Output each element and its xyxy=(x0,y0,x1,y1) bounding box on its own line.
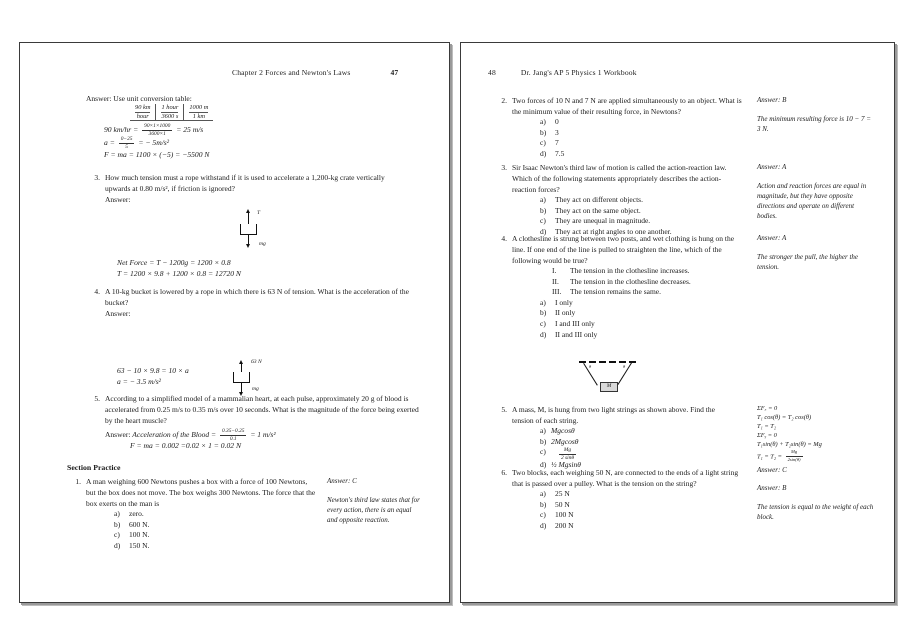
option-a[interactable]: a) zero. xyxy=(114,509,144,518)
fraction-blood-acceleration: $\frac{0.35-0.25}{0.1}$ xyxy=(221,428,245,442)
figure-label-tension: 63 N xyxy=(251,359,262,365)
problem-4-solution-1: 63 − 10 × 9.8 = 10 × a xyxy=(117,366,189,375)
problem-4-answer-box xyxy=(757,233,867,272)
answer-key: Answer: A xyxy=(757,234,787,242)
answer-explanation: Action and reaction forces are equal in magnitude, but they have opposite directions and operate on different bodies. xyxy=(757,182,867,220)
conv-cell-0: 90 km hour xyxy=(130,104,156,121)
practice-item-1-number: 1. xyxy=(75,477,81,486)
ceiling-dash xyxy=(589,361,596,363)
problem-3-number: 3. xyxy=(501,163,507,172)
option-a[interactable]: a) They act on different objects. xyxy=(540,195,643,204)
fraction-acceleration: $\frac{0-25}{5}$ xyxy=(120,136,133,150)
problem-4-number: 4. xyxy=(94,287,100,296)
problem-6 xyxy=(493,467,743,531)
ceiling-dash xyxy=(599,361,606,363)
problem-5-answer-tail: = 1 m/s² xyxy=(250,430,276,440)
option-d[interactable]: d) 150 N. xyxy=(114,540,150,550)
problem-4-options xyxy=(512,298,741,340)
book-title: Dr. Jang's AP 5 Physics 1 Workbook xyxy=(520,68,637,77)
answer-intro: Answer: Use unit conversion table: xyxy=(86,94,192,103)
conv-cell-1: 1 hour 3600 s xyxy=(156,104,184,121)
fraction-final-tension: $\frac{Mg}{2\sin(\theta)}$ xyxy=(787,449,801,462)
figure-label-weight: mg xyxy=(252,386,259,392)
work-line-4: ΣFᵧ = 0 xyxy=(757,432,777,439)
answer-explanation: The tension is equal to the weight of each block. xyxy=(757,503,874,521)
option-c[interactable]: c) $\frac{Mg}{2 \sin\theta}$ xyxy=(540,447,574,461)
chapter-title: Chapter 2 Forces and Newton's Laws xyxy=(232,68,351,77)
answer-key: Answer: C xyxy=(757,466,787,474)
answer-explanation: The minimum resulting force is 10 − 7 = 3 N. xyxy=(757,115,871,133)
option-c[interactable]: c) 100 N xyxy=(540,510,574,520)
option-a[interactable]: a) 0 xyxy=(540,117,559,126)
running-head-left xyxy=(232,68,398,77)
ceiling-dash xyxy=(619,361,626,363)
option-b[interactable]: b) They act on the same object. xyxy=(540,205,641,215)
problem-3 xyxy=(86,172,406,205)
page-number-right: 48 xyxy=(488,68,496,77)
answer-key: Answer: C xyxy=(327,477,357,485)
option-b[interactable]: b) 3 xyxy=(540,127,559,137)
problem-3-text: How much tension must a rope withstand if it is used to accelerate a 1,200-kg crate vertically upwards at 0.80 m/s², if friction is ignored? xyxy=(105,173,385,193)
problem-6-answer-box xyxy=(757,483,875,522)
arrow-shaft-up xyxy=(241,363,242,372)
problem-4 xyxy=(86,286,416,319)
option-c[interactable]: c) 7 xyxy=(540,138,559,148)
problem-5 xyxy=(86,393,426,426)
problem-2-options xyxy=(512,117,748,159)
problem-6-options xyxy=(512,489,743,531)
problem-5-right xyxy=(493,404,738,471)
problem-5-number: 5. xyxy=(94,394,100,403)
problem-4-roman-options xyxy=(512,266,741,298)
problem-5-number: 5. xyxy=(501,405,507,414)
option-c[interactable]: c) They are unequal in magnitude. xyxy=(540,216,651,226)
option-b[interactable]: b) 2Mgcosθ xyxy=(540,436,579,446)
work-line-6: T₁ = T₂ = $\frac{Mg}{2\sin(\theta)}$ xyxy=(757,449,801,462)
answer-explanation: Newton's third law states that for every action, there is an equal and opposite reaction. xyxy=(327,496,420,524)
option-a[interactable]: a) Mgcosθ xyxy=(540,426,575,435)
practice-item-1-options xyxy=(86,509,317,551)
problem-6-text: Two blocks, each weighing 50 N, are connected to the ends of a light string that is passed over a pulley. What is the tension on the string? xyxy=(512,468,739,488)
problem-3-text: Sir Isaac Newton's third law of motion is called the action-reaction law. Which of the following statements appropriately describes the action-reaction forces? xyxy=(512,163,727,194)
answer-explanation: The stronger the pull, the higher the tension. xyxy=(757,253,859,271)
running-head-right xyxy=(488,68,637,77)
problem-4-number: 4. xyxy=(501,234,507,243)
problem-2 xyxy=(493,95,748,159)
problem-5-answer-lead: Acceleration of the Blood = xyxy=(132,430,217,440)
option-c[interactable]: c) I and III only xyxy=(540,318,595,328)
option-a[interactable]: a) I only xyxy=(540,297,573,307)
option-b[interactable]: b) 600 N. xyxy=(114,519,150,529)
work-line-1: ΣFₓ = 0 xyxy=(757,405,778,412)
problem-5-answer-label: Answer: xyxy=(105,430,131,440)
option-a[interactable]: a) 25 N xyxy=(540,489,570,498)
work-line-2: T₁ cos(θ) = T₂ cos(θ) xyxy=(757,414,812,421)
problem-5-solution-1: F = ma = 0.002 =0.02 × 1 = 0.02 N xyxy=(130,441,242,450)
figure-crate-tension xyxy=(235,209,305,253)
page-number-left: 47 xyxy=(390,68,399,77)
problem-3-answer-box xyxy=(757,162,869,221)
work-line-5: T₁sin(θ) + T₂sin(θ) = Mg xyxy=(757,441,822,448)
problem-4-right xyxy=(493,233,741,340)
problem-4-solution-2: a = − 3.5 m/s² xyxy=(117,377,161,386)
worked-line-3: F = ma = 1100 × (−5) = −5500 N xyxy=(104,150,210,159)
problem-5-text: According to a simplified model of a mammalian heart, at each pulse, approximately 20 g of blood is accelerated from 0.25 m/s to 0.35 m/s over 10 seconds. What is the magnitude of the force being exerted by the heart muscle? xyxy=(105,394,419,425)
option-d[interactable]: d) II and III only xyxy=(540,329,598,339)
worked-line-2: a = $\frac{0-25}{5}$ = − 5m/s² xyxy=(104,136,170,150)
arrow-head-down-icon xyxy=(246,244,250,248)
problem-3-solution-2: T = 1200 × 9.8 + 1200 × 0.8 = 12720 N xyxy=(117,269,241,278)
practice-item-1-text: A man weighing 600 Newtons pushes a box with a force of 100 Newtons, but the box does not move. The box weighs 300 Newtons. The force that the box exerts on the man is xyxy=(86,477,316,508)
ceiling-dash xyxy=(609,361,616,363)
problem-4-text: A 10-kg bucket is lowered by a rope in which there is 63 N of tension. What is the acceleration of the bucket? xyxy=(105,287,409,307)
problem-6-number: 6. xyxy=(501,468,507,477)
problem-4-text: A clothesline is strung between two posts, and wet clothing is hung on the line. If one end of the line is pulled to straighten the line, which of the following would be true? xyxy=(512,234,735,265)
worked-line-1: 90 km/hr = $\frac{90\times 1\times 1000}{3600\times 1}$ = 25 m/s xyxy=(104,123,204,137)
answer-key: Answer: B xyxy=(757,484,787,492)
problem-2-answer-box xyxy=(757,95,875,134)
mass-block: M xyxy=(600,382,618,392)
practice-item-1 xyxy=(67,476,317,551)
figure-two-strings xyxy=(579,361,669,403)
problem-2-text: Two forces of 10 N and 7 N are applied simultaneously to an object. What is the minimum value of their resulting force, in Newtons? xyxy=(512,96,742,116)
page-left xyxy=(19,42,450,603)
problem-5-options xyxy=(512,426,738,471)
conv-cell-2: $\frac{1000 m}{1 km}$ xyxy=(184,104,214,121)
section-practice-heading: Section Practice xyxy=(67,463,121,472)
option-d[interactable]: d) 200 N xyxy=(540,520,574,530)
figure-label-tension: T xyxy=(257,210,261,216)
option-b[interactable]: b) II only xyxy=(540,308,576,318)
answer-key: Answer: B xyxy=(757,96,787,104)
page-right xyxy=(460,42,895,603)
figure-label-weight: mg xyxy=(259,241,266,247)
option-c[interactable]: c) 100 N. xyxy=(114,530,150,540)
problem-3-number: 3. xyxy=(94,173,100,182)
problem-5-text: A mass, M, is hung from two light strings as shown above. Find the tension of each string. xyxy=(512,405,715,425)
unit-conversion-table xyxy=(130,104,213,121)
problem-3-solution-1: Net Force = T − 1200g = 1200 × 0.8 xyxy=(117,258,231,267)
problem-2-number: 2. xyxy=(501,96,507,105)
fraction-conversion: $\frac{90\times 1\times 1000}{3600\times 1}$ xyxy=(144,123,171,137)
bucket-shape xyxy=(233,372,250,383)
work-line-3: T₁ = T₂ xyxy=(757,423,777,430)
problem-5-work-box xyxy=(757,404,887,475)
problem-4-answer-label: Answer: xyxy=(105,309,131,318)
option-b[interactable]: b) 50 N xyxy=(540,499,570,509)
option-d[interactable]: d) They act at right angles to one another. xyxy=(540,226,672,236)
roman-option-i: I. The tension in the clothesline increases. xyxy=(552,266,690,275)
roman-option-ii: II. The tension in the clothesline decreases. xyxy=(552,276,691,286)
arrow-shaft-up xyxy=(248,212,249,224)
fraction-option-c: $\frac{Mg}{2 \sin\theta}$ xyxy=(561,447,574,461)
problem-3-answer-label: Answer: xyxy=(105,195,131,204)
answer-key: Answer: A xyxy=(757,163,787,171)
angle-label-left: θ xyxy=(589,364,592,369)
problem-3-options xyxy=(512,195,743,237)
roman-option-iii: III. The tension remains the same. xyxy=(552,287,662,297)
problem-3-right xyxy=(493,162,743,237)
option-d[interactable]: d) ½ Mgsinθ xyxy=(540,460,581,470)
angle-label-right: θ xyxy=(623,364,626,369)
practice-item-1-answer-box xyxy=(327,476,422,525)
crate-shape xyxy=(240,224,257,235)
option-d[interactable]: d) 7.5 xyxy=(540,148,565,158)
